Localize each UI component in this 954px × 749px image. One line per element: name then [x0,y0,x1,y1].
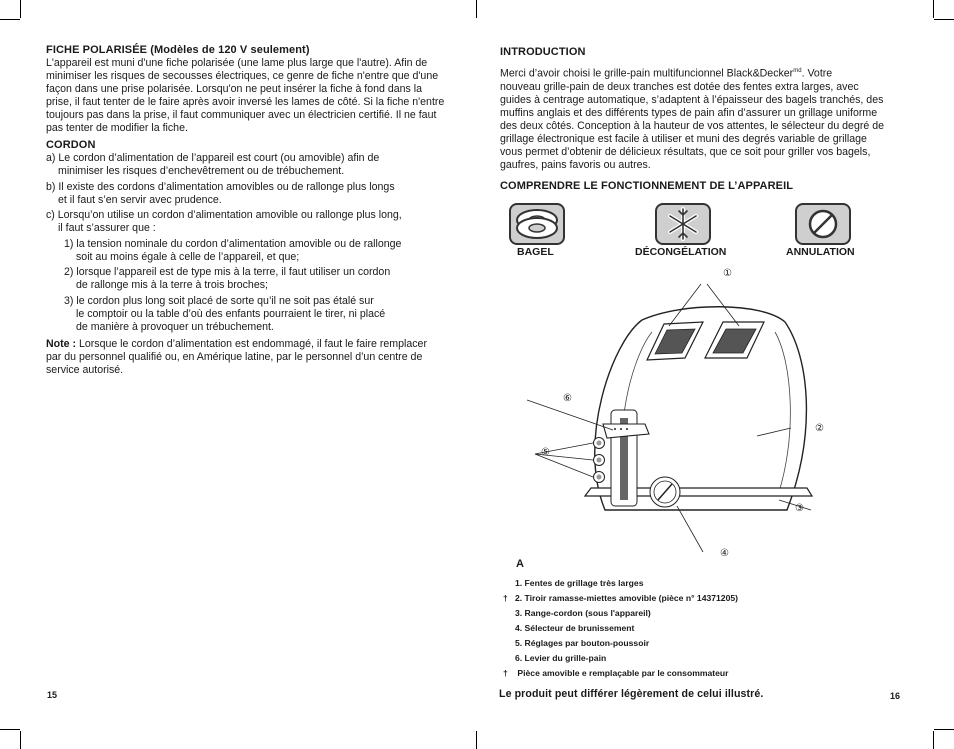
intro-line: des deux côtés. Conception à la hauteur de vos attentes, le sélecteur du degré de [500,119,884,132]
parts-item: 4. Sélecteur de brunissement [515,623,635,633]
note-paragraph [46,338,471,377]
intro-paragraph [500,65,920,172]
note-line: service autorisé. [46,364,124,376]
fiche-line: toujours pas dans la prise, il faut communiquer avec un électricien certifié. Il ne faut [46,109,437,121]
bagel-icon [509,203,565,245]
callout-4: ④ [720,548,729,559]
note-line: par du personnel qualifié ou, en Amérique latine, par le personnel d’un centre de [46,351,423,363]
page-number-right: 16 [890,691,901,701]
intro-line: vous permet d’obtenir de délicieux résultats, que ce soit pour griller vos bagels, [500,145,871,158]
intro-line: guides à centrage automatique, s’adaptent à l’épaisseur des bagels tranchés, des [500,93,884,106]
cordon-item-c-line1: c) Lorsqu’on utilise un cordon d’alimentation amovible ou rallonge plus long, [46,209,402,221]
cordon-item-a-line1: a) Le cordon d’alimentation de l’appareil est court (ou amovible) afin de [46,152,380,164]
note-text: Lorsque le cordon d’alimentation est endommagé, il faut le faire remplacer [76,338,427,350]
page-number-left: 15 [47,690,58,700]
sub-item-3-line2: le comptoir ou la table d’où des enfants pourraient le tirer, ni placé [76,308,386,320]
cordon-item-b-line2: et il faut s’en servir avec prudence. [58,194,222,206]
parts-item: 6. Levier du grille-pain [515,653,607,663]
note-label: Note : [46,338,77,350]
intro-title: INTRODUCTION [500,46,586,58]
parts-list [503,576,738,681]
cordon-item-c-line2: il faut s’assurer que : [58,222,156,234]
fiche-line: L'appareil est muni d'une fiche polarisée (une lame plus large que l'autre). Afin de [46,57,428,69]
sub-item-1-line2: soit au moins égale à celle de l’appareil, et que; [76,251,300,263]
snowflake-icon [655,203,711,245]
sub-item-2-line2: de rallonge mis à la terre à trois broches; [76,279,268,291]
cancel-icon [795,203,851,245]
right-page [477,0,954,749]
parts-item: 3. Range-cordon (sous l'appareil) [515,608,651,618]
fiche-paragraph [46,57,466,135]
callout-2: ② [815,423,824,434]
parts-item: † 2. Tiroir ramasse-miettes amovible (pièce n° 14371205) [503,593,739,603]
fiche-line: prise, il faut tenter de le faire après avoir inversé les lames de côté. Si la fiche n'entre [46,96,445,108]
callout-3: ③ [795,503,804,514]
cordon-item-a-line2: minimiser les risques d’enchevêtrement ou de trébuchement. [58,165,345,177]
cordon-item-b-line1: b) Il existe des cordons d’alimentation amovibles ou de rallonge plus longs [46,181,395,193]
sub-item-3-line1: 3) le cordon plus long soit placé de sorte qu’il ne soit pas étalé sur [64,295,374,307]
parts-item: 1. Fentes de grillage très larges [515,578,644,588]
feature-label-bagel: BAGEL [517,246,554,258]
comprendre-title: COMPRENDRE LE FONCTIONNEMENT DE L’APPAREIL [500,180,794,192]
fiche-line: minimiser les risques de secousses électriques, ce genre de fiche n'entre que d'une [46,70,439,82]
cordon-title: CORDON [46,139,96,151]
callout-5: ⑤ [541,447,550,458]
sub-item-2-line1: 2) lorsque l’appareil est de type mis à la terre, il faut utiliser un cordon [64,266,391,278]
feature-label-annulation: ANNULATION [786,246,855,258]
callout-1: ① [723,268,732,279]
sub-item-3-line3: de manière à provoquer un trébuchement. [76,321,274,333]
disclaimer: Le produit peut différer légèrement de celui illustré. [499,688,764,700]
intro-line: nouveau grille-pain de deux tranches est dotée des fentes extra larges, avec [500,80,859,93]
parts-item: † Pièce amovible e remplaçable par le consommateur [503,668,729,678]
intro-line: Merci d’avoir choisi le grille-pain multifuncionnel Black&Decker$^{md}$. Votre [500,67,833,80]
feature-label-decongelation: DÉCONGÉLATION [635,246,727,258]
figure-label: A [516,558,525,570]
note-line [46,338,471,351]
parts-item: 5. Réglages par bouton-poussoir [515,638,650,648]
intro-line: muffins anglais et des différents types de pain afin d’assurer un grillage uniforme [500,106,878,119]
sub-item-1-line1: 1) la tension nominale du cordon d’alimentation amovible ou de rallonge [64,238,402,250]
fiche-line: façon dans une prise polarisée. Lorsqu'on ne peut insérer la fiche à fond dans la [46,83,422,95]
intro-line: gaufres, pains favoris ou autres. [500,158,651,171]
fiche-line: pas tenter de modifier la fiche. [46,122,188,134]
toaster-illustration [517,262,857,562]
callout-6: ⑥ [563,393,572,404]
fiche-title: FICHE POLARISÉE (Modèles de 120 V seulement) [46,44,310,56]
intro-line: grillage électronique est facile à utiliser et muni des degrés variable de grillage [500,132,867,145]
